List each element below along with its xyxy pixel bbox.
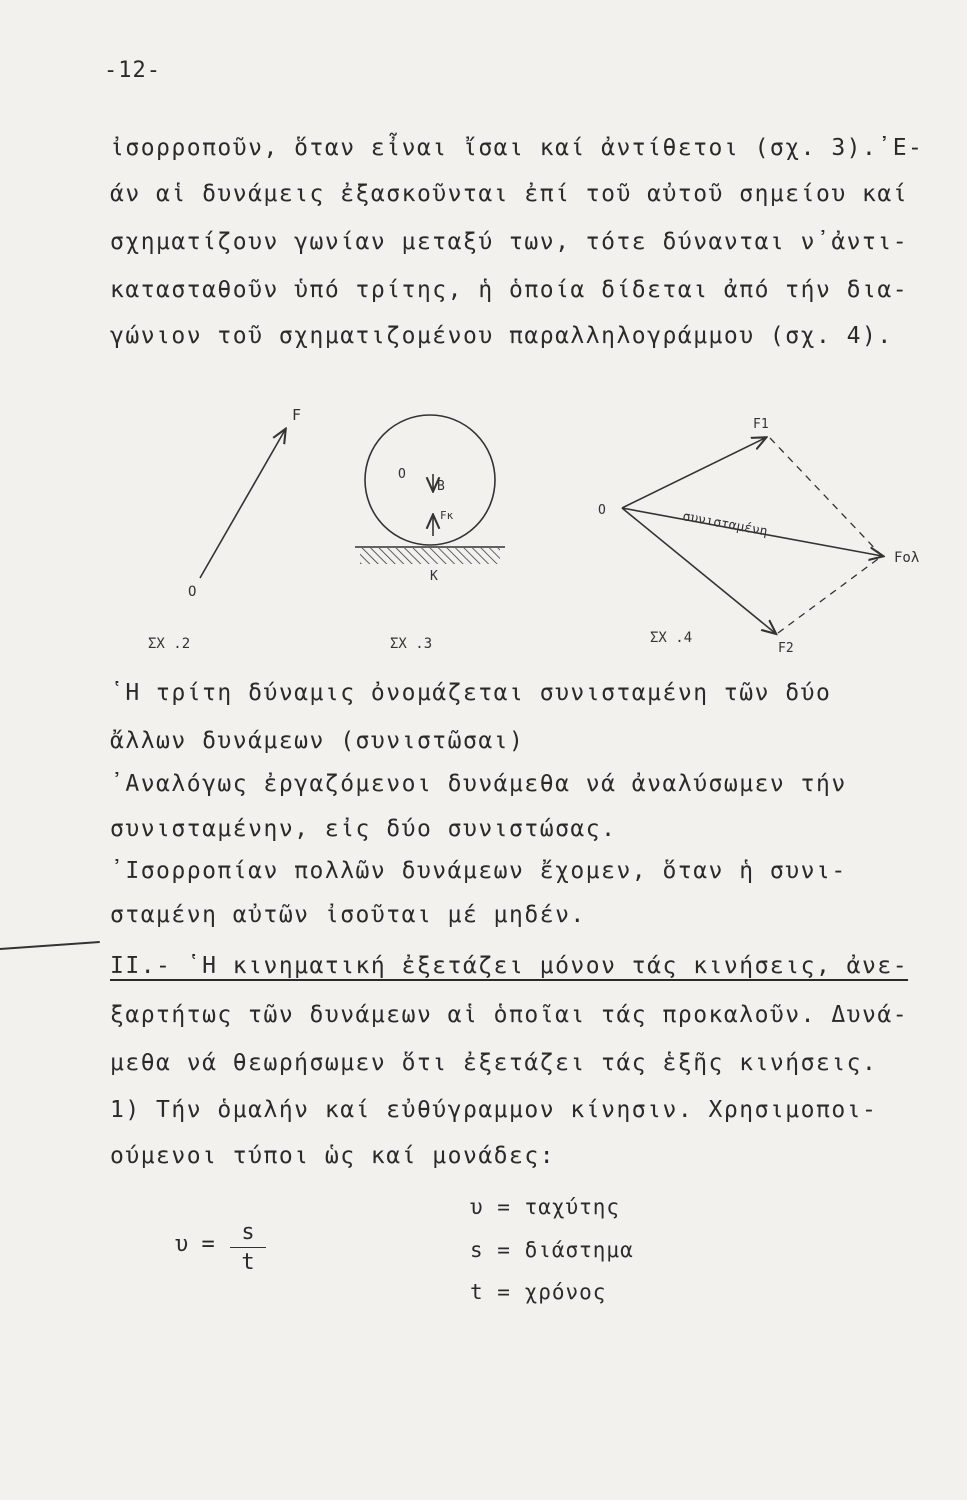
fig3-center-label: O [398, 467, 406, 482]
fig3-b-label: B [437, 479, 445, 494]
formula-fraction [230, 1220, 266, 1275]
figure-2 [148, 406, 301, 652]
text-line-6: ῾Η τρίτη δύναμις ὀνομάζεται συνισταμένη τῶν δύο [110, 680, 832, 706]
text-line-12: ΙΙ.- ῾Η κινηματική ἐξετάζει μόνον τάς κινήσεις, ἀνε- [110, 953, 909, 979]
figures-diagram [0, 390, 967, 670]
fig2-caption: ΣΧ .2 [148, 636, 191, 652]
text-line-14: μεθα νά θεωρήσωμεν ὅτι ἐξετάζει τάς ἑξῆς κινήσεις. [110, 1050, 878, 1076]
definition-velocity: υ = ταχύτης [470, 1195, 621, 1219]
fig3-fk-label: Fκ [440, 509, 454, 522]
text-line-4: κατασταθοῦν ὑπό τρίτης, ἡ ὁποία δίδεται ἀπό τήν δια- [110, 277, 909, 303]
formula-denominator: t [241, 1250, 255, 1275]
text-line-5: γώνιον τοῦ σχηματιζομένου παραλληλογράμμου (σχ. 4). [110, 323, 893, 349]
definition-time: t = χρόνος [470, 1280, 607, 1304]
fig4-diagonal-label: συνισταμένη [681, 509, 769, 540]
text-line-16: ούμενοι τύποι ὡς καί μονάδες: [110, 1143, 556, 1169]
text-line-1: ἰσορροποῦν, ὅταν εἶναι ἴσαι καί ἀντίθετοι (σχ. 3).᾿Ε- [110, 135, 924, 161]
figure-4 [598, 417, 919, 656]
margin-mark [0, 941, 100, 950]
fig2-force-label: F [292, 406, 302, 424]
fig3-caption: ΣΧ .3 [390, 636, 433, 652]
force-vector-f [200, 430, 285, 578]
force-vector-f1 [622, 438, 765, 508]
fig4-f2-label: F2 [778, 641, 794, 656]
figure-3 [355, 415, 505, 652]
ground-hatching [360, 548, 500, 564]
circle-body [365, 415, 495, 545]
fig4-caption: ΣΧ .4 [650, 630, 693, 646]
text-line-15: 1) Τήν ὁμαλήν καί εὐθύγραμμον κίνησιν. Χρησιμοποι- [110, 1097, 878, 1123]
fig4-f1-label: F1 [753, 417, 769, 432]
text-line-3: σχηματίζουν γωνίαν μεταξύ των, τότε δύνανται ν᾿ἀντι- [110, 229, 909, 255]
text-line-10: ᾿Ισορροπίαν πολλῶν δυνάμεων ἔχομεν, ὅταν ἡ συνι- [110, 858, 847, 884]
text-line-8: ᾿Αναλόγως ἐργαζόμενοι δυνάμεθα νά ἀναλύσωμεν τήν [110, 771, 847, 797]
formula-lhs: υ = [175, 1232, 215, 1257]
fig4-origin-label: O [598, 503, 606, 518]
fig4-resultant-label: Foλ [894, 550, 920, 566]
definition-distance: s = διάστημα [470, 1238, 634, 1262]
text-line-11: σταμένη αὐτῶν ἰσοῦται μέ μηδέν. [110, 902, 586, 928]
text-line-7: ἄλλων δυνάμεων (συνιστῶσαι) [110, 728, 525, 754]
parallelogram-dashed-side-2 [778, 556, 882, 633]
page-number: -12- [104, 58, 161, 83]
text-line-13: ξαρτήτως τῶν δυνάμεων αἱ ὁποῖαι τάς προκαλοῦν. Δυνά- [110, 1002, 909, 1028]
fig3-k-label: K [430, 569, 438, 584]
fig2-origin-label: O [188, 584, 197, 600]
text-line-2: άν αἱ δυνάμεις ἐξασκοῦνται ἐπί τοῦ αὐτοῦ σημείου καί [110, 181, 909, 207]
formula-numerator: s [230, 1220, 266, 1248]
text-line-9: συνισταμένην, εἰς δύο συνιστώσας. [110, 816, 617, 842]
